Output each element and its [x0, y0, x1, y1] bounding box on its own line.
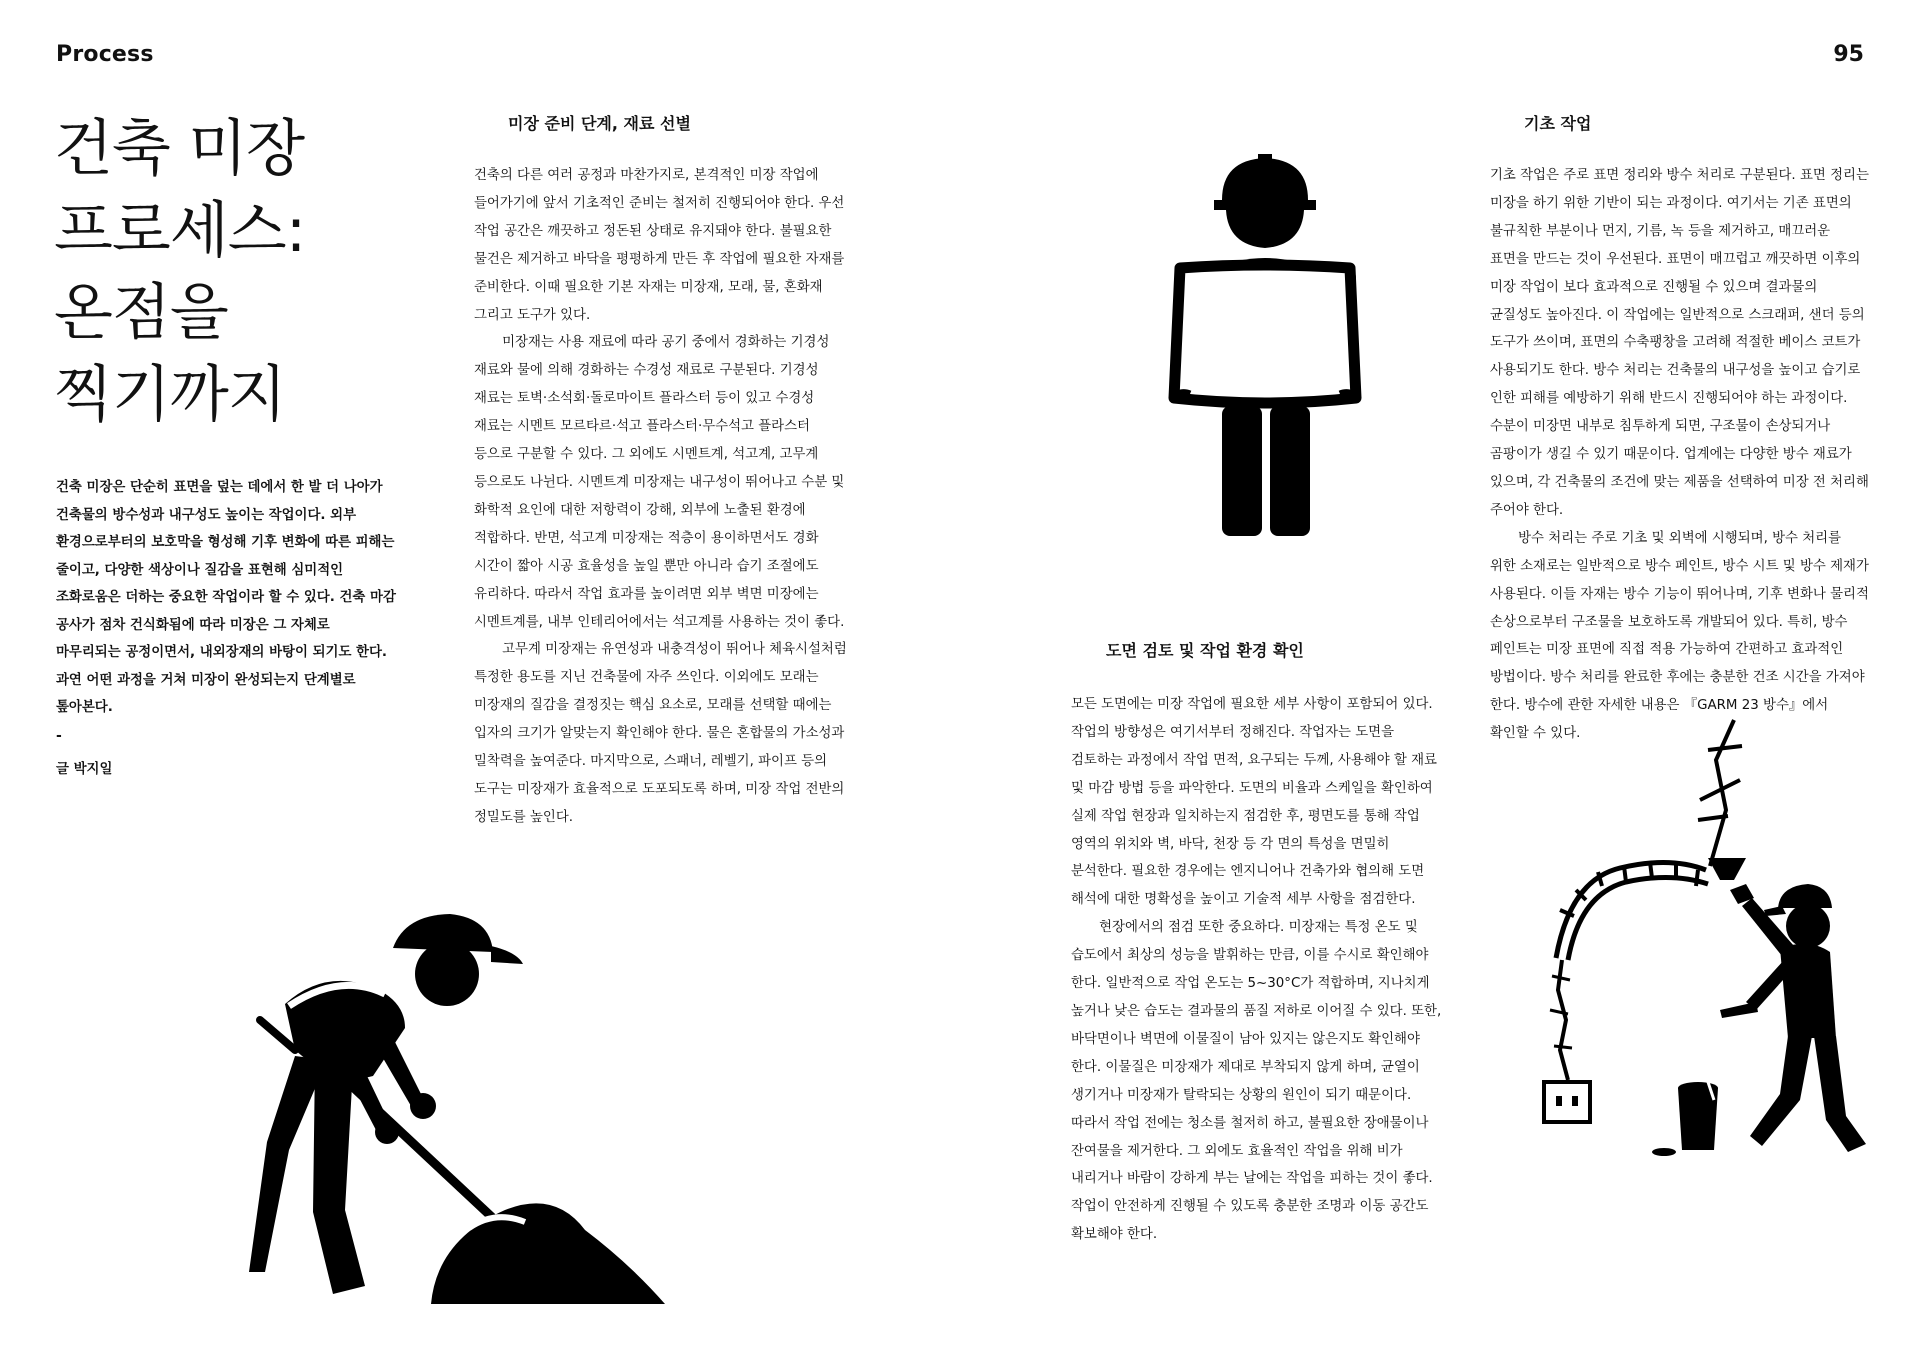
- section-body-drawing-review: [1071, 691, 1449, 1249]
- section-heading-drawing-review: 도면 검토 및 작업 환경 확인: [1106, 641, 1304, 660]
- paragraph: 미장재는 사용 재료에 따라 공기 중에서 경화하는 기경성 재료와 물에 의해 경화하는 수경성 재료로 구분된다. 기경성 재료는 토벽·소석회·돌로마이트 플라스터 등이 있고 수경성 재료는 시멘트 모르타르·석고 플라스터·무수석고 플라스터 등으로 구분할 수 있다. 그 외에도 시멘트계, 석고계, 고무계 등으로도 나뉜다. 시멘트계 미장재는 내구성이 뛰어나고 수분 및 화학적 요인에 대한 저항력이 강해, 외부에 노출된 환경에 적합하다. 반면, 석고계 미장재는 적층이 용이하면서도 경화 시간이 짧아 시공 효율성을 높일 뿐만 아니라 습기 조절에도 유리하다. 따라서 작업 효과를 높이려면 외부 벽면 미장에는 시멘트계를, 내부 인테리어에서는 석고계를 사용하는 것이 좋다.: [474, 335, 845, 630]
- worker-shovel-icon: [255, 910, 675, 1310]
- section-heading-preparation: 미장 준비 단계, 재료 선별: [508, 114, 691, 133]
- section-label: Process: [56, 42, 154, 67]
- paragraph: 기초 작업은 주로 표면 정리와 방수 처리로 구분된다. 표면 정리는 미장을 하기 위한 기반이 되는 과정이다. 여기서는 기존 표면의 불규칙한 부분이나 먼지, 기름, 녹 등을 제거하고, 매끄러운 표면을 만드는 것이 우선된다. 표면이 매끄럽고 깨끗하면 이후의 미장 작업이 보다 효과적으로 진행될 수 있으며 결과물의 균질성도 높아진다. 이 작업에는 일반적으로 스크래퍼, 샌더 등의 도구가 쓰이며, 표면의 수축팽창을 고려해 적절한 베이스 코트가 사용되기도 한다. 방수 처리는 건축물의 내구성을 높이고 습기로 인한 피해를 예방하기 위해 반드시 진행되어야 하는 과정이다. 수분이 미장면 내부로 침투하게 되면, 구조물이 손상되거나 곰팡이가 생길 수 있기 때문이다. 업계에는 다양한 방수 재료가 있으며, 각 건축물의 조건에 맞는 제품을 선택하여 미장 전 처리해 주어야 한다.: [1490, 168, 1869, 518]
- paragraph: 방수 처리는 주로 기초 및 외벽에 시행되며, 방수 처리를 위한 소재로는 일반적으로 방수 페인트, 방수 시트 및 방수 제재가 사용된다. 이들 자재는 방수 기능이 뛰어나며, 기후 변화나 물리적 손상으로부터 구조물을 보호하도록 개발되어 있다. 특히, 방수 페인트는 미장 표면에 직접 적용 가능하여 간편하고 효과적인 방법이다. 방수 처리를 완료한 후에는 충분한 건조 시간을 가져야 한다. 방수에 관한 자세한 내용은 『GARM 23 방수』에서 확인할 수 있다.: [1490, 530, 1869, 742]
- worker-blueprint-icon: [1150, 150, 1390, 540]
- article-intro: 건축 미장은 단순히 표면을 덮는 데에서 한 발 더 나아가 건축물의 방수성과 내구성도 높이는 작업이다. 외부 환경으로부터의 보호막을 형성해 기후 변화에 따른 피해는 줄이고, 다양한 색상이나 질감을 표현해 심미적인 조화로움은 더하는 중요한 작업이라 할 수 있다. 건축 마감 공사가 점차 건식화됨에 따라 미장은 그 자체로 마무리되는 공정이면서, 내외장재의 바탕이 되기도 한다. 과연 어떤 과정을 거쳐 미장이 완성되는지 단계별로 톺아본다.: [56, 480, 396, 715]
- title-line: 온점을: [54, 277, 228, 348]
- byline: 글 박지일: [56, 762, 113, 777]
- page-number: 95: [1833, 42, 1864, 67]
- title-line: 찍기까지: [54, 359, 286, 430]
- title-line: 건축 미장: [54, 113, 305, 184]
- worker-plastering-icon: [1530, 820, 1870, 1160]
- paragraph: 현장에서의 점검 또한 중요하다. 미장재는 특정 온도 및 습도에서 최상의 성능을 발휘하는 만큼, 이를 수시로 확인해야 한다. 일반적으로 작업 온도는 5~30°C가 적합하며, 지나치게 높거나 낮은 습도는 결과물의 품질 저하로 이어질 수 있다. 또한, 바닥면이나 벽면에 이물질이 남아 있지는 않은지도 확인해야 한다. 이물질은 미장재가 제대로 부착되지 않게 하며, 균열이 생기거나 미장재가 탈락되는 상황의 원인이 되기 때문이다. 따라서 작업 전에는 청소를 철저히 하고, 불필요한 장애물이나 잔여물을 제거한다. 그 외에도 효율적인 작업을 위해 비가 내리거나 바람이 강하게 부는 날에는 작업을 피하는 것이 좋다. 작업이 안전하게 진행될 수 있도록 충분한 조명과 이동 공간도 확보해야 한다.: [1071, 920, 1442, 1243]
- paragraph: 건축의 다른 여러 공정과 마찬가지로, 본격적인 미장 작업에 들어가기에 앞서 기초적인 준비는 철저히 진행되어야 한다. 우선 작업 공간은 깨끗하고 정돈된 상태로 유지돼야 한다. 불필요한 물건은 제거하고 바닥을 평평하게 만든 후 작업에 필요한 자재를 준비한다. 이때 필요한 기본 자재는 미장재, 모래, 물, 혼화재 그리고 도구가 있다.: [474, 168, 845, 323]
- paragraph: 고무계 미장재는 유연성과 내충격성이 뛰어나 체육시설처럼 특정한 용도를 지닌 건축물에 자주 쓰인다. 이외에도 모래는 미장재의 질감을 결정짓는 핵심 요소로, 모래를 선택할 때에는 입자의 크기가 알맞는지 확인해야 한다. 물은 혼합물의 가소성과 밀착력을 높여준다. 마지막으로, 스패너, 레벨기, 파이프 등의 도구는 미장재가 효율적으로 도포되도록 하며, 미장 작업 전반의 정밀도를 높인다.: [474, 642, 847, 825]
- section-heading-base-work: 기초 작업: [1524, 114, 1592, 133]
- title-line: 프로세스:: [54, 195, 306, 266]
- section-body-preparation: [474, 162, 850, 832]
- section-body-base-work: [1490, 162, 1870, 748]
- article-title: [54, 108, 434, 436]
- paragraph: 모든 도면에는 미장 작업에 필요한 세부 사항이 포함되어 있다. 작업의 방향성은 여기서부터 정해진다. 작업자는 도면을 검토하는 과정에서 작업 면적, 요구되는 두께, 사용해야 할 재료 및 마감 방법 등을 파악한다. 도면의 비율과 스케일을 확인하여 실제 작업 현장과 일치하는지 점검한 후, 평면도를 통해 작업 영역의 위치와 벽, 바닥, 천장 등 각 면의 특성을 면밀히 분석한다. 필요한 경우에는 엔지니어나 건축가와 협의해 도면 해석에 대한 명확성을 높이고 기술적 세부 사항을 점검한다.: [1071, 697, 1437, 908]
- byline-dash: -: [56, 728, 62, 744]
